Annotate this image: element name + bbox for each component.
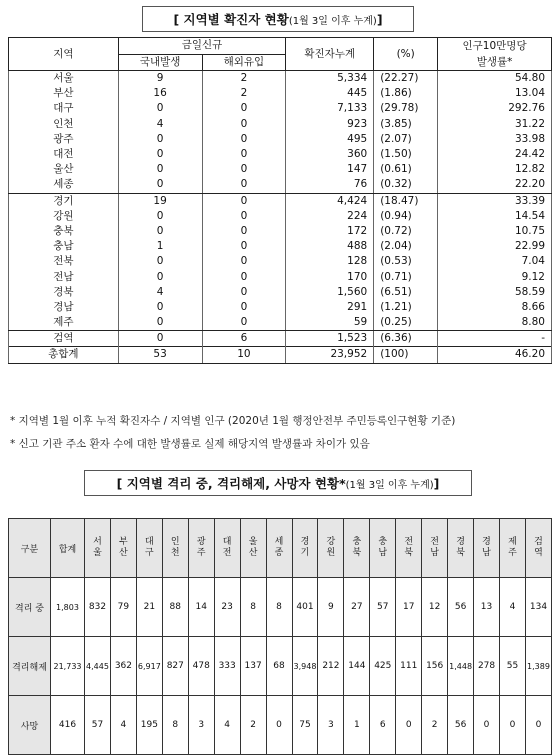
cumulative-cell: 1,523 xyxy=(286,331,374,347)
domestic-cell: 4 xyxy=(118,117,202,132)
status-value: 9 xyxy=(318,578,344,637)
cumulative-cell: 147 xyxy=(286,162,374,177)
cumulative-cell: 59 xyxy=(286,315,374,331)
per100k-cell: 292.76 xyxy=(438,101,552,116)
region-row xyxy=(9,300,552,315)
region-cell: 세종 xyxy=(9,177,119,193)
percent-cell: (0.32) xyxy=(374,177,438,193)
t2-header-label: 세종 xyxy=(274,537,284,558)
overseas-cell: 0 xyxy=(202,147,286,162)
t2-header-cell xyxy=(396,519,422,578)
status-value: 144 xyxy=(344,637,370,696)
percent-cell: (2.04) xyxy=(374,239,438,254)
overseas-cell: 0 xyxy=(202,315,286,331)
per100k-cell: 13.04 xyxy=(438,86,552,101)
per100k-cell: 8.80 xyxy=(438,315,552,331)
isolation-death-table xyxy=(8,518,552,755)
percent-cell: (6.51) xyxy=(374,285,438,300)
overseas-cell: 0 xyxy=(202,209,286,224)
region-row xyxy=(9,162,552,177)
t2-header-cell xyxy=(370,519,396,578)
region-row xyxy=(9,147,552,162)
region-row xyxy=(9,86,552,101)
header-region: 지역 xyxy=(9,38,119,71)
status-value: 3,948 xyxy=(292,637,318,696)
status-value: 827 xyxy=(162,637,188,696)
status-value: 278 xyxy=(474,637,500,696)
status-value: 3 xyxy=(318,696,344,755)
percent-cell: (2.07) xyxy=(374,132,438,147)
overseas-cell: 0 xyxy=(202,300,286,315)
overseas-cell: 0 xyxy=(202,132,286,147)
header-per100k xyxy=(438,38,552,71)
overseas-cell: 0 xyxy=(202,117,286,132)
percent-cell: (1.86) xyxy=(374,86,438,101)
region-cell: 울산 xyxy=(9,162,119,177)
status-value: 425 xyxy=(370,637,396,696)
per100k-cell: 58.59 xyxy=(438,285,552,300)
overseas-cell: 0 xyxy=(202,162,286,177)
t2-header-label: 합계 xyxy=(58,544,77,555)
domestic-cell: 9 xyxy=(118,71,202,87)
region-cell: 대전 xyxy=(9,147,119,162)
region-cell: 부산 xyxy=(9,86,119,101)
confirmed-cases-table xyxy=(8,37,552,364)
t2-header-label: 전남 xyxy=(430,537,439,558)
cumulative-cell: 1,560 xyxy=(286,285,374,300)
t2-header-label: 경남 xyxy=(482,537,491,558)
domestic-cell: 1 xyxy=(118,239,202,254)
t2-header-cell xyxy=(85,519,111,578)
region-cell: 전남 xyxy=(9,269,119,284)
header-today-new: 금일신규 xyxy=(118,38,286,55)
t2-header-label: 충북 xyxy=(352,537,362,558)
region-row xyxy=(9,285,552,300)
total-overseas: 10 xyxy=(202,347,286,363)
percent-cell: (0.61) xyxy=(374,162,438,177)
total-row xyxy=(9,347,552,363)
status-value: 68 xyxy=(266,637,292,696)
status-value: 0 xyxy=(525,696,551,755)
header-cumulative: 확진자누계 xyxy=(286,38,374,71)
per100k-cell: 33.98 xyxy=(438,132,552,147)
note-2: * 신고 기관 주소 환자 수에 대한 발생률로 실제 해당지역 발생률과 차이가 있음 xyxy=(10,438,370,450)
t2-header-label: 전북 xyxy=(404,537,414,558)
table1-title-sub: (1월 3일 이후 누계) xyxy=(288,15,377,27)
cumulative-cell: 488 xyxy=(286,239,374,254)
status-value: 8 xyxy=(162,696,188,755)
note-1: * 지역별 1월 이후 누적 확진자수 / 지역별 인구 (2020년 1월 행정안전부 주민등록인구현황 기준) xyxy=(10,415,456,427)
status-value: 195 xyxy=(136,696,162,755)
region-cell: 경남 xyxy=(9,300,119,315)
t2-header-label: 검역 xyxy=(534,537,543,558)
domestic-cell: 0 xyxy=(118,162,202,177)
t2-header-label: 광주 xyxy=(196,537,206,558)
region-cell: 경북 xyxy=(9,285,119,300)
per100k-cell: 14.54 xyxy=(438,209,552,224)
region-row xyxy=(9,71,552,87)
status-value: 23 xyxy=(214,578,240,637)
t2-header-label: 구분 xyxy=(20,544,39,555)
cumulative-cell: 291 xyxy=(286,300,374,315)
t2-header-cell xyxy=(9,519,51,578)
percent-cell: (6.36) xyxy=(374,331,438,347)
cumulative-cell: 4,424 xyxy=(286,193,374,209)
status-value: 79 xyxy=(110,578,136,637)
header-domestic: 국내발생 xyxy=(118,54,202,71)
region-row xyxy=(9,269,552,284)
status-value: 57 xyxy=(370,578,396,637)
status-value: 13 xyxy=(474,578,500,637)
status-row xyxy=(9,696,552,755)
status-label: 사망 xyxy=(9,696,51,755)
status-value: 57 xyxy=(85,696,111,755)
table2-title xyxy=(84,470,472,496)
t2-header-label: 제주 xyxy=(508,537,517,558)
domestic-cell: 0 xyxy=(118,315,202,331)
domestic-cell: 4 xyxy=(118,285,202,300)
region-row xyxy=(9,132,552,147)
t2-header-label: 울산 xyxy=(248,537,258,558)
domestic-cell: 19 xyxy=(118,193,202,209)
status-value: 362 xyxy=(110,637,136,696)
percent-cell: (1.21) xyxy=(374,300,438,315)
domestic-cell: 0 xyxy=(118,331,202,347)
percent-cell: (18.47) xyxy=(374,193,438,209)
t2-header-cell xyxy=(51,519,85,578)
status-value: 88 xyxy=(162,578,188,637)
domestic-cell: 0 xyxy=(118,269,202,284)
overseas-cell: 0 xyxy=(202,269,286,284)
overseas-cell: 0 xyxy=(202,193,286,209)
region-row xyxy=(9,224,552,239)
status-value: 0 xyxy=(396,696,422,755)
region-row xyxy=(9,101,552,116)
per100k-cell: 31.22 xyxy=(438,117,552,132)
region-cell: 인천 xyxy=(9,117,119,132)
status-value: 478 xyxy=(188,637,214,696)
per100k-cell: 24.42 xyxy=(438,147,552,162)
domestic-cell: 0 xyxy=(118,224,202,239)
domestic-cell: 0 xyxy=(118,147,202,162)
domestic-cell: 0 xyxy=(118,300,202,315)
t2-header-label: 강원 xyxy=(326,537,336,558)
percent-cell: (0.94) xyxy=(374,209,438,224)
percent-cell: (0.72) xyxy=(374,224,438,239)
region-row xyxy=(9,193,552,209)
t2-header-cell xyxy=(188,519,214,578)
status-value: 137 xyxy=(240,637,266,696)
cumulative-cell: 445 xyxy=(286,86,374,101)
cumulative-cell: 128 xyxy=(286,254,374,269)
status-value: 134 xyxy=(525,578,551,637)
percent-cell: (1.50) xyxy=(374,147,438,162)
status-value: 1,448 xyxy=(448,637,474,696)
t2-header-cell xyxy=(344,519,370,578)
percent-cell: (29.78) xyxy=(374,101,438,116)
overseas-cell: 0 xyxy=(202,101,286,116)
status-value: 6,917 xyxy=(136,637,162,696)
status-value: 4 xyxy=(110,696,136,755)
status-value: 17 xyxy=(396,578,422,637)
t2-header-cell xyxy=(240,519,266,578)
status-value: 56 xyxy=(448,578,474,637)
header-percent: (%) xyxy=(374,38,438,71)
total-percent: (100) xyxy=(374,347,438,363)
status-row xyxy=(9,578,552,637)
region-cell: 충북 xyxy=(9,224,119,239)
per100k-cell: 12.82 xyxy=(438,162,552,177)
t2-header-cell xyxy=(474,519,500,578)
region-cell: 검역 xyxy=(9,331,119,347)
region-cell: 서울 xyxy=(9,71,119,87)
status-value: 1,803 xyxy=(51,578,85,637)
percent-cell: (0.25) xyxy=(374,315,438,331)
status-value: 333 xyxy=(214,637,240,696)
region-row xyxy=(9,315,552,331)
domestic-cell: 0 xyxy=(118,209,202,224)
cumulative-cell: 360 xyxy=(286,147,374,162)
overseas-cell: 0 xyxy=(202,239,286,254)
status-value: 27 xyxy=(344,578,370,637)
status-value: 12 xyxy=(422,578,448,637)
total-label: 총합계 xyxy=(9,347,119,363)
per100k-cell: 33.39 xyxy=(438,193,552,209)
status-value: 0 xyxy=(474,696,500,755)
per100k-cell: 8.66 xyxy=(438,300,552,315)
overseas-cell: 0 xyxy=(202,285,286,300)
cumulative-cell: 172 xyxy=(286,224,374,239)
region-row xyxy=(9,177,552,193)
cumulative-cell: 76 xyxy=(286,177,374,193)
t2-header-cell xyxy=(525,519,551,578)
t2-header-label: 대전 xyxy=(222,537,232,558)
t2-header-cell xyxy=(162,519,188,578)
region-row xyxy=(9,209,552,224)
t2-header-label: 인천 xyxy=(170,537,180,558)
status-value: 0 xyxy=(266,696,292,755)
status-value: 416 xyxy=(51,696,85,755)
percent-cell: (0.53) xyxy=(374,254,438,269)
per100k-cell: 9.12 xyxy=(438,269,552,284)
status-value: 21,733 xyxy=(51,637,85,696)
t2-header-cell xyxy=(292,519,318,578)
status-value: 6 xyxy=(370,696,396,755)
per100k-cell: 54.80 xyxy=(438,71,552,87)
t2-header-cell xyxy=(318,519,344,578)
region-cell: 강원 xyxy=(9,209,119,224)
status-value: 2 xyxy=(240,696,266,755)
region-cell: 대구 xyxy=(9,101,119,116)
overseas-cell: 2 xyxy=(202,71,286,87)
status-value: 1 xyxy=(344,696,370,755)
status-value: 4 xyxy=(214,696,240,755)
t2-header-cell xyxy=(422,519,448,578)
overseas-cell: 0 xyxy=(202,224,286,239)
region-row xyxy=(9,239,552,254)
status-value: 111 xyxy=(396,637,422,696)
per100k-cell: - xyxy=(438,331,552,347)
per100k-cell: 22.20 xyxy=(438,177,552,193)
header-overseas: 해외유입 xyxy=(202,54,286,71)
status-value: 212 xyxy=(318,637,344,696)
status-value: 21 xyxy=(136,578,162,637)
region-cell: 전북 xyxy=(9,254,119,269)
status-value: 8 xyxy=(240,578,266,637)
table1-notes xyxy=(10,410,455,456)
status-value: 75 xyxy=(292,696,318,755)
header-per100k-line1: 인구10만명당 xyxy=(462,40,527,52)
table1-title-end: ] xyxy=(376,11,383,27)
status-value: 3 xyxy=(188,696,214,755)
cumulative-cell: 224 xyxy=(286,209,374,224)
status-value: 56 xyxy=(448,696,474,755)
percent-cell: (3.85) xyxy=(374,117,438,132)
total-domestic: 53 xyxy=(118,347,202,363)
status-value: 1,389 xyxy=(525,637,551,696)
region-cell: 광주 xyxy=(9,132,119,147)
status-row xyxy=(9,637,552,696)
per100k-cell: 10.75 xyxy=(438,224,552,239)
header-per100k-line2: 발생률* xyxy=(476,56,513,68)
status-value: 156 xyxy=(422,637,448,696)
t2-header-label: 대구 xyxy=(144,537,154,558)
t2-header-cell xyxy=(266,519,292,578)
t2-header-cell xyxy=(448,519,474,578)
total-per100k: 46.20 xyxy=(438,347,552,363)
t2-header-label: 서울 xyxy=(93,537,102,558)
status-value: 832 xyxy=(85,578,111,637)
percent-cell: (0.71) xyxy=(374,269,438,284)
table2-title-sub: (1월 3일 이후 누계) xyxy=(345,479,434,491)
table2-title-main: [ 지역별 격리 중, 격리해제, 사망자 현황 xyxy=(116,476,340,491)
domestic-cell: 0 xyxy=(118,101,202,116)
status-label: 격리 중 xyxy=(9,578,51,637)
region-cell: 충남 xyxy=(9,239,119,254)
overseas-cell: 0 xyxy=(202,254,286,269)
table2-title-star: * xyxy=(339,475,346,491)
t2-header-label: 충남 xyxy=(378,537,388,558)
per100k-cell: 7.04 xyxy=(438,254,552,269)
total-cumulative: 23,952 xyxy=(286,347,374,363)
region-row xyxy=(9,331,552,347)
status-value: 14 xyxy=(188,578,214,637)
status-label: 격리해제 xyxy=(9,637,51,696)
status-value: 4 xyxy=(500,578,526,637)
cumulative-cell: 170 xyxy=(286,269,374,284)
region-cell: 경기 xyxy=(9,193,119,209)
domestic-cell: 0 xyxy=(118,254,202,269)
status-value: 2 xyxy=(422,696,448,755)
status-value: 8 xyxy=(266,578,292,637)
domestic-cell: 0 xyxy=(118,177,202,193)
overseas-cell: 0 xyxy=(202,177,286,193)
domestic-cell: 16 xyxy=(118,86,202,101)
overseas-cell: 2 xyxy=(202,86,286,101)
t2-header-cell xyxy=(214,519,240,578)
status-value: 4,445 xyxy=(85,637,111,696)
t2-header-cell xyxy=(136,519,162,578)
cumulative-cell: 923 xyxy=(286,117,374,132)
region-cell: 제주 xyxy=(9,315,119,331)
cumulative-cell: 5,334 xyxy=(286,71,374,87)
t2-header-label: 경기 xyxy=(300,537,310,558)
status-value: 55 xyxy=(500,637,526,696)
t2-header-label: 경북 xyxy=(456,537,465,558)
cumulative-cell: 7,133 xyxy=(286,101,374,116)
region-row xyxy=(9,254,552,269)
t2-header-cell xyxy=(110,519,136,578)
status-value: 401 xyxy=(292,578,318,637)
table2-title-end: ] xyxy=(433,475,440,491)
table1-title xyxy=(142,6,414,32)
region-row xyxy=(9,117,552,132)
cumulative-cell: 495 xyxy=(286,132,374,147)
percent-cell: (22.27) xyxy=(374,71,438,87)
t2-header-cell xyxy=(500,519,526,578)
domestic-cell: 0 xyxy=(118,132,202,147)
per100k-cell: 22.99 xyxy=(438,239,552,254)
status-value: 0 xyxy=(500,696,526,755)
t2-header-label: 부산 xyxy=(119,537,128,558)
overseas-cell: 6 xyxy=(202,331,286,347)
table1-title-main: [ 지역별 확진자 현황 xyxy=(173,12,289,27)
